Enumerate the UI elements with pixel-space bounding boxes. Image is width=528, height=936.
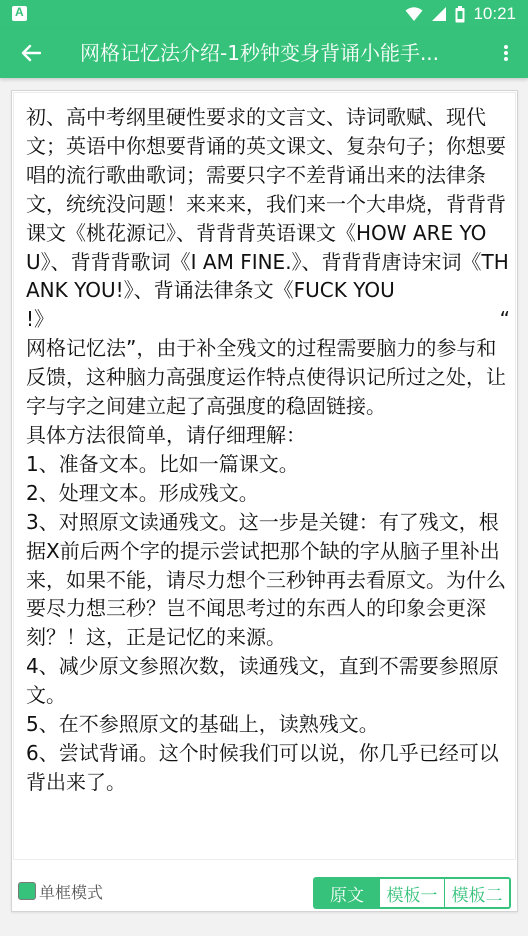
more-vert-icon <box>503 44 509 62</box>
single-mode-checkbox[interactable] <box>18 879 103 903</box>
paragraph: 5、在不参照原文的基础上，读熟残文。 <box>26 712 379 737</box>
paragraph: !》 “ <box>26 307 510 332</box>
tab-template-2[interactable]: 模板二 <box>445 879 509 907</box>
text-display[interactable] <box>13 92 516 860</box>
paragraph: 网格记忆法”，由于补全残文的过程需要脑力的参与和反馈，这种脑力高强度运作特点使得识记所过之处，让字与字之间建立起了高强度的稳固链接。 <box>26 336 506 419</box>
app-notification-icon <box>12 6 27 21</box>
content-card <box>11 90 518 912</box>
paragraph: 1、准备文本。比如一篇课文。 <box>26 451 299 476</box>
status-icons <box>405 3 516 25</box>
bottom-bar <box>12 869 517 911</box>
arrow-left-icon <box>21 44 41 62</box>
tab-original[interactable]: 原文 <box>315 879 380 907</box>
single-mode-label: 单框模式 <box>39 882 104 902</box>
paragraph: 4、减少原文参照次数，读通残文，直到不需要参照原文。 <box>26 654 499 708</box>
tab-template-1[interactable]: 模板一 <box>380 879 445 907</box>
page-title: 网格记忆法介绍-1秒钟变身背诵小能手... <box>80 41 440 65</box>
paragraph: 具体方法很简单，请仔细理解： <box>26 422 306 447</box>
wifi-icon <box>405 6 423 22</box>
paragraph: 3、对照原文读通残文。这一步是关键：有了残文，根据X前后两个字的提示尝试把那个缺的字从脑子里补出来，如果不能，请尽力想个三秒钟再去看原文。为什么要尽力想三秒？岂不闻思考过的东西人的印象会更深刻？！这，正是记忆的来源。 <box>26 509 506 650</box>
status-bar <box>0 0 528 28</box>
paragraph: 初、高中考纲里硬性要求的文言文、诗词歌赋、现代文；英语中你想要背诵的英文课文、复杂句子；你想要唱的流行歌曲歌词；需要只字不差背诵出来的法律条文，统统没问题！来来来，我们来一个大串烧，背背背课文《桃花源记》、背背背英语课文《HOW ARE YOU》、背背背歌词《I AM FINE.》、背背背唐诗宋词《THANK YOU!》、背诵法律条文《FUCK YOU <box>26 105 509 303</box>
article-text <box>26 103 510 855</box>
more-options-button[interactable] <box>496 38 516 68</box>
signal-icon <box>431 6 447 22</box>
paragraph: 2、处理文本。形成残文。 <box>26 480 259 505</box>
paragraph: 6、尝试背诵。这个时候我们可以说，你几乎已经可以背出来了。 <box>26 740 499 794</box>
mode-tabs <box>313 877 511 909</box>
back-button[interactable] <box>14 37 48 69</box>
checkbox-icon <box>18 882 36 900</box>
status-time: 10:21 <box>473 4 516 23</box>
battery-icon <box>455 6 465 23</box>
app-bar <box>0 28 528 78</box>
